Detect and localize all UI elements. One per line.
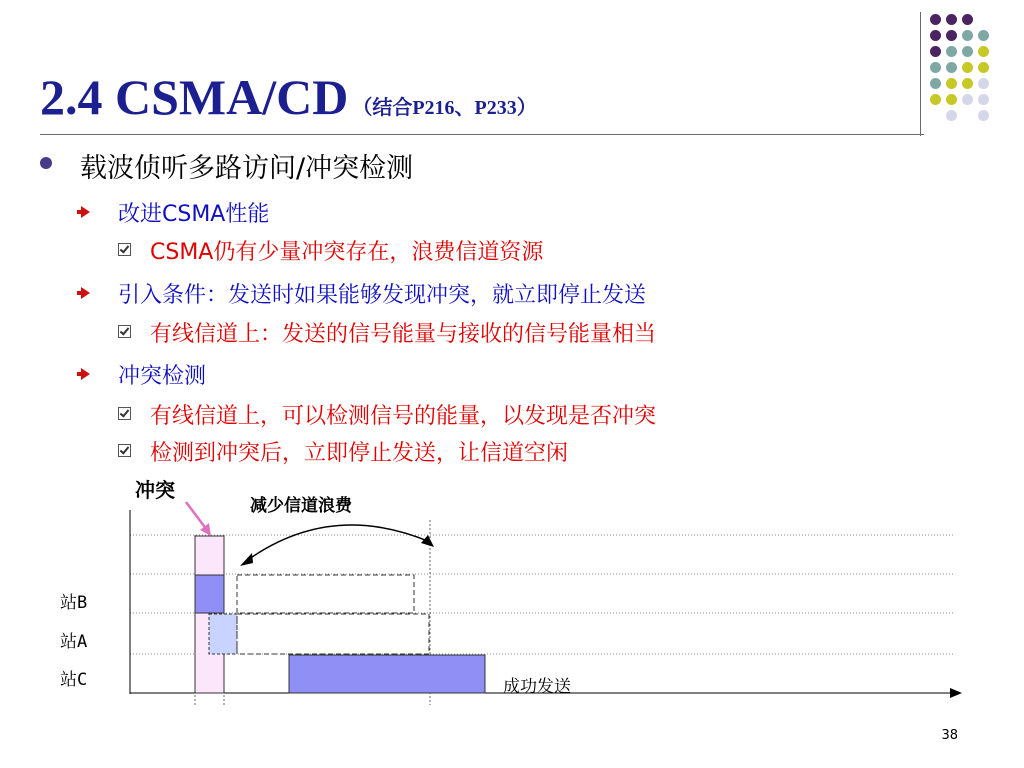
collision-pointer-arrow xyxy=(186,502,207,530)
collision-pointer-head xyxy=(200,523,211,536)
wasted-slot-a xyxy=(237,614,429,654)
bullet-level3: 有线信道上：发送的信号能量与接收的信号能量相当 xyxy=(150,322,657,347)
page-number: 38 xyxy=(941,728,958,743)
station-label-c: 站C xyxy=(60,670,88,690)
waste-span-arrowhead-left xyxy=(240,553,253,566)
bullet-level1: 载波侦听多路访问/冲突检测 xyxy=(80,153,414,184)
station-c-bar xyxy=(289,655,485,693)
wasted-slot-b xyxy=(237,575,414,613)
bullet-level2: 引入条件：发送时如果能够发现冲突，就立即停止发送 xyxy=(118,283,647,308)
time-axis-arrowhead xyxy=(950,688,962,698)
bullet-level2: 改进CSMA性能 xyxy=(118,202,270,227)
collision-label: 冲突 xyxy=(135,478,175,502)
bullet-level2: 冲突检测 xyxy=(118,364,207,389)
station-label-a: 站A xyxy=(60,632,88,652)
station-a-bar xyxy=(209,614,237,654)
bullet-level3: CSMA仍有少量冲突存在，浪费信道资源 xyxy=(150,240,544,265)
waste-span-arrow xyxy=(245,525,430,562)
waste-span-arrowhead-right xyxy=(421,535,434,547)
waste-label: 减少信道浪费 xyxy=(250,496,352,516)
station-label-b: 站B xyxy=(60,593,88,613)
title-note: （结合P216、P233） xyxy=(352,97,537,119)
station-b-bar xyxy=(195,575,224,613)
title-main: 2.4 CSMA/CD xyxy=(40,69,349,125)
bullet-level3: 有线信道上，可以检测信号的能量，以发现是否冲突 xyxy=(150,404,657,429)
bullet-level3: 检测到冲突后，立即停止发送，让信道空闲 xyxy=(150,441,569,466)
success-label: 成功发送 xyxy=(503,677,571,697)
